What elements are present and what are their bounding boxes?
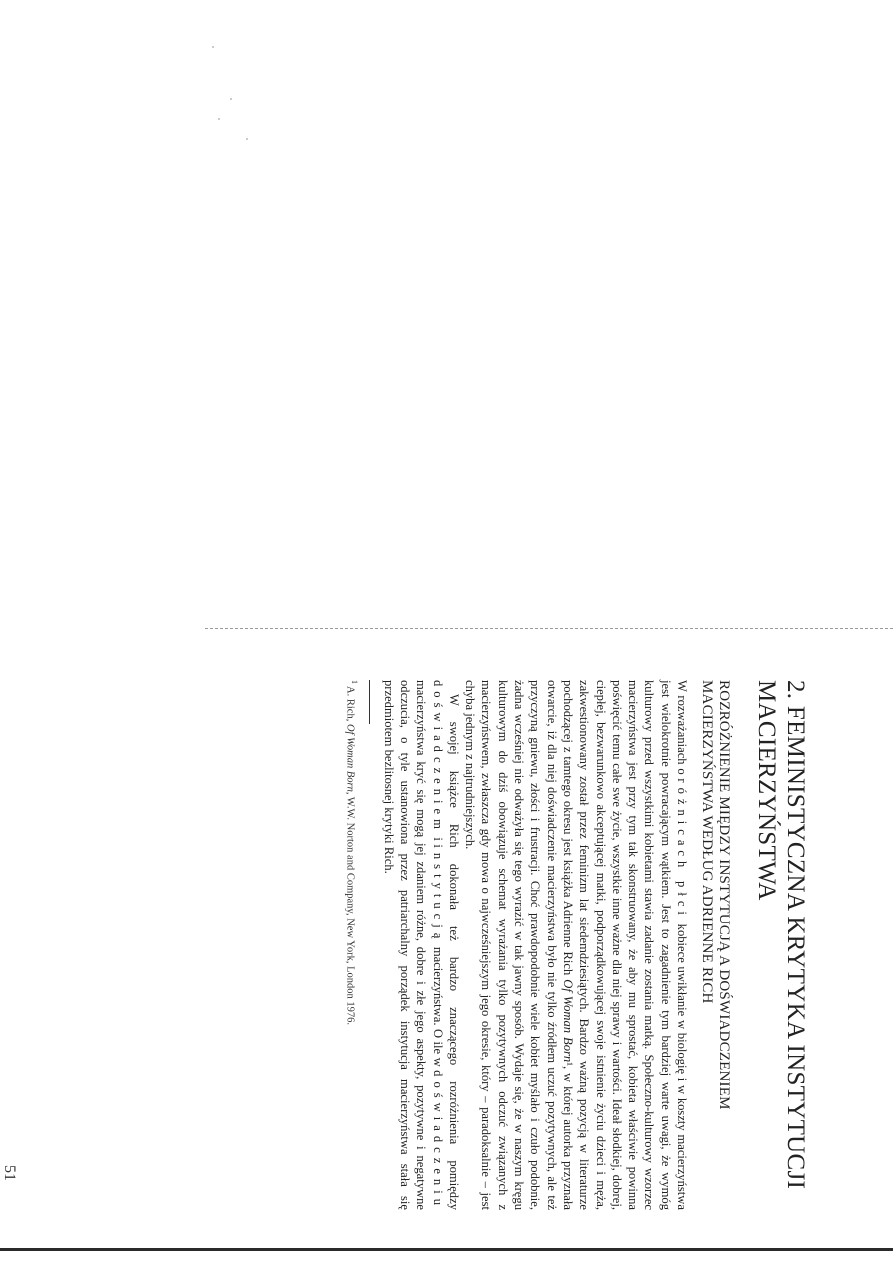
text-run: W rozważaniach o xyxy=(675,680,689,779)
footnote-book-title: Of Woman Born xyxy=(344,723,356,792)
text-run: W swojej książce Rich dokonała też bardzo znaczącego rozróżnienia pomiędzy xyxy=(446,694,461,1210)
text-run: ¹, w której autorka przyznała otwarcie, iż dla niej doświadczenie macierzyństwa było nie tylko źródłem uczuć pozytywnych, ale też przyczyną gniewu, złości i frustracji. Choć prawdopodobnie wiele kobiet myślało i czuło podobnie, żadna wcześniej nie odważyła się tego wyrazić w tak jawny sposób. Wydaje się, że w naszym kręgu kulturowym do dziś obowiązuje schemat wyrażania tylko pozytywnych odczuć związanych z macierzyństwem, zwłaszcza gdy mowa o najwcześniejszym jego okresie, który – paradoksalnie – jest chyba jednym z najtrudniejszych. xyxy=(463,680,575,1210)
text-run: i xyxy=(430,833,445,845)
footnote-author: A. Rich, xyxy=(344,686,356,724)
page-content xyxy=(0,680,810,1210)
text-run: macierzyństwa kryć się mogą jej zdaniem różne, dobre i złe jego aspekty, pozytywne i negatywne odczucia, o tyle ustanowiona przez patriarchalny porządek instytucja macierzyństwa stała się przedmiotem bezlitosnej krytyki Rich. xyxy=(381,680,429,1210)
paragraph xyxy=(380,680,461,1210)
paragraph xyxy=(462,680,690,1210)
footnote-publisher: , W.W. Norton and Company, New York, London 1976. xyxy=(344,791,356,1025)
section-heading: ROZRÓŻNIENIE MIĘDZY INSTYTUCJĄ A DOŚWIADCZENIEM MACIERZYŃSTWA WEDŁUG ADRIENNE RICH xyxy=(699,680,732,1110)
scan-speckle xyxy=(212,46,214,48)
emphasis-spaced: doświadczeniem xyxy=(430,680,445,834)
body-text xyxy=(380,680,690,1210)
page-fold-line xyxy=(205,628,893,629)
scan-speckle xyxy=(218,118,220,120)
emphasis-spaced: instytucją xyxy=(430,844,445,944)
footnote-rule xyxy=(369,680,370,724)
footnote xyxy=(343,680,362,1210)
emphasis-spaced: różnicach płci xyxy=(675,778,689,920)
chapter-title: 2. FEMINISTYCZNA KRYTYKA INSTYTUCJI MACIERZYŃSTWA xyxy=(753,680,809,1190)
text-run: kobiece uwikłanie w biologię i w koszty macierzyństwa jest wielokrotnie powracającym wątkiem. Jest to zagadnienie tym bardziej warte uwagi, że wymóg kulturowy przed wszystkimi kobietami stawia zadanie zostania matką. Społeczno-kulturowy wzorzec macierzyństwa jest przy tym tak skonstruowany, że aby mu sprostać, kobieta właściwie powinna poświęcić temu całe swe życie, wszystkie inne ważne dla niej sprawy i wartości. Ideał słodkiej, dobrej, ciepłej, bezwarunkowo akceptującej matki, podporządkowującej swoje istnienie życiu dzieci i męża, zakwestionowany został przez feminizm lat siedemdziesiątych. Bardzo ważną pozycją w literaturze pochodzącej z tamtego okresu jest książka Adrienne Rich xyxy=(560,680,689,1210)
book-title: Of Woman Born xyxy=(560,979,575,1063)
page-number: 51 xyxy=(1,1165,18,1181)
text-run: macierzyństwa. O ile w xyxy=(430,943,445,1071)
bottom-edge-rule xyxy=(0,1248,893,1251)
footnote-marker: 1 xyxy=(350,680,360,684)
scan-speckle xyxy=(246,138,248,140)
scan-speckle xyxy=(230,98,232,100)
emphasis-spaced: doświadczeniu xyxy=(430,1070,445,1211)
